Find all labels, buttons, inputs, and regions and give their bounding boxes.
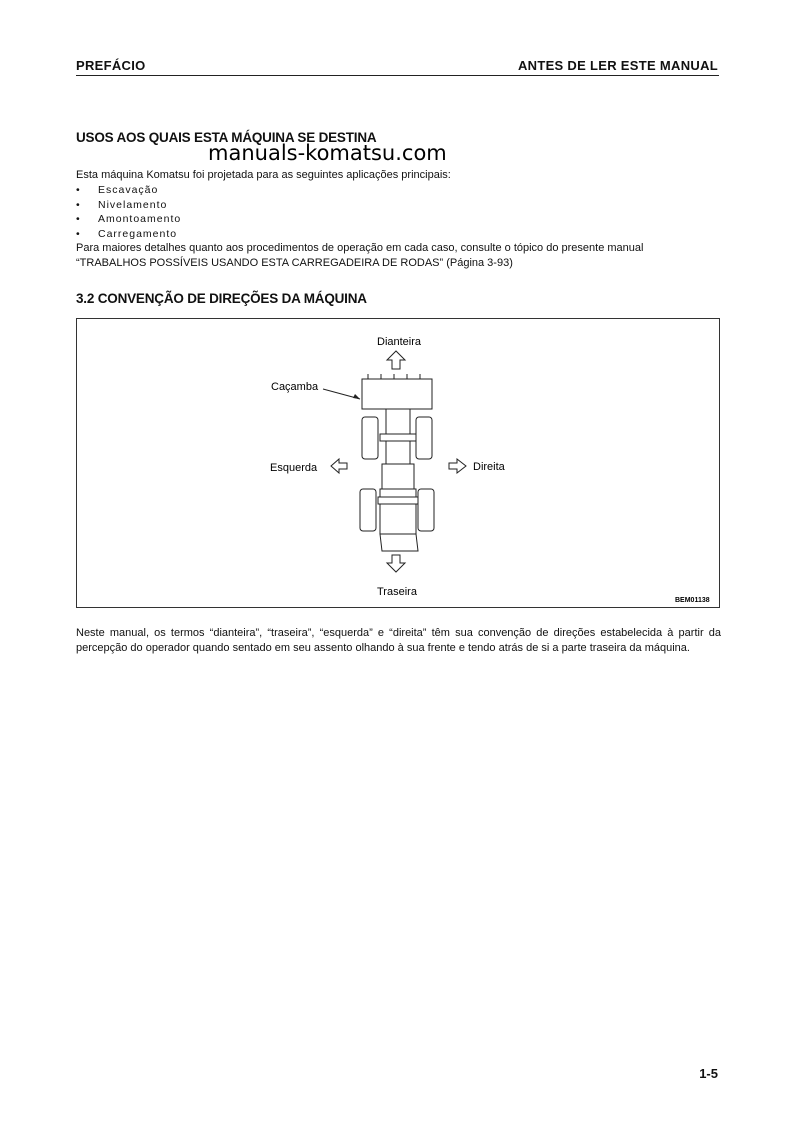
arrow-left-icon	[331, 459, 347, 473]
closing-paragraph	[76, 241, 736, 271]
header-rule	[76, 75, 719, 76]
intro-paragraph: Esta máquina Komatsu foi projetada para as seguintes aplicações principais:	[76, 169, 451, 181]
direction-figure	[76, 318, 720, 608]
rear-frame	[380, 489, 416, 534]
header-section-title: PREFÁCIO	[76, 58, 146, 73]
direction-explanation-paragraph: Neste manual, os termos “dianteira”, “traseira”, “esquerda” e “direita” têm sua convenção de direções estabelecida à partir da percepção do operador quando sentado em seu assento olhando à sua frente e tendo atrás de si a parte traseira da máquina.	[76, 627, 721, 654]
label-right: Direita	[473, 461, 505, 473]
arrow-down-icon	[387, 555, 405, 572]
list-item: • Amontoamento	[76, 213, 182, 225]
front-left-wheel	[362, 417, 378, 459]
page-number: 1-5	[699, 1066, 718, 1081]
bucket-shape	[362, 379, 432, 409]
list-item: • Carregamento	[76, 228, 178, 240]
machine-top-view-diagram	[77, 319, 719, 607]
arrow-right-icon	[449, 459, 466, 473]
label-front: Dianteira	[377, 336, 422, 348]
label-left: Esquerda	[270, 462, 318, 474]
arrow-up-icon	[387, 351, 405, 369]
watermark-text: manuals-komatsu.com	[208, 141, 447, 165]
list-item-text: Amontoamento	[98, 213, 182, 225]
rear-right-wheel	[418, 489, 434, 531]
list-item-text: Carregamento	[98, 228, 178, 240]
figure-code: BEM01138	[675, 597, 710, 604]
list-item: • Escavação	[76, 184, 159, 196]
section-title-intended-uses: USOS AOS QUAIS ESTA MÁQUINA SE DESTINA	[76, 130, 377, 145]
label-rear: Traseira	[377, 586, 417, 598]
list-item: • Nivelamento	[76, 199, 168, 211]
counterweight	[380, 534, 418, 551]
list-item-text: Escavação	[98, 184, 159, 196]
front-right-wheel	[416, 417, 432, 459]
rear-left-wheel	[360, 489, 376, 531]
closing-line-1: Para maiores detalhes quanto aos procedimentos de operação em cada caso, consulte o tópico do presente manual	[76, 242, 644, 254]
list-item-text: Nivelamento	[98, 199, 168, 211]
section-title-direction-convention: 3.2 CONVENÇÃO DE DIREÇÕES DA MÁQUINA	[76, 291, 367, 306]
label-bucket: Caçamba	[271, 381, 319, 393]
closing-line-2: “TRABALHOS POSSÍVEIS USANDO ESTA CARREGADEIRA DE RODAS” (Página 3-93)	[76, 257, 513, 269]
header-chapter-title: ANTES DE LER ESTE MANUAL	[517, 58, 718, 73]
